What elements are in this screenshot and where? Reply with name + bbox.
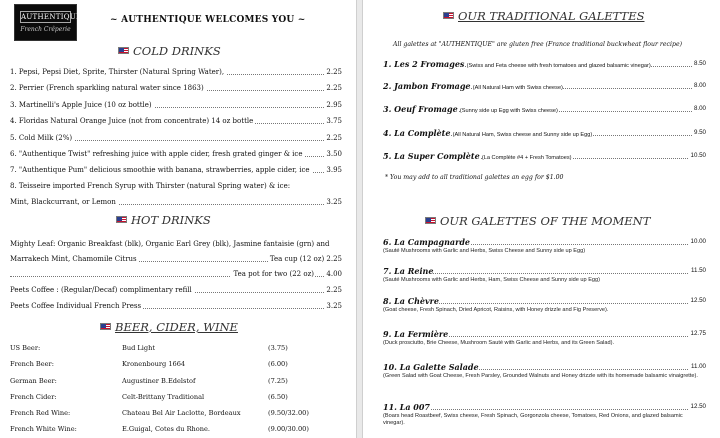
welcome-heading: ~ AUTHENTIQUE WELCOMES YOU ~ [110, 15, 306, 25]
item-description: (Boars head Roastbeef, Swiss cheese, Fresh Spinach, Gorgonzola cheese, Tomatoes, Red Onions, and glazed balsamic vinegar). [383, 413, 683, 426]
list-item: 7. "Authentique Pum" delicious smoothie with banana, strawberries, apple cider, ice 3.95 [10, 166, 342, 174]
list-item: Mint, Blackcurrant, or Lemon 3.25 [10, 198, 342, 206]
item-description: (Sauté Mushrooms with Garlic and Herbs, Swiss Cheese and Sunny side up Egg) [383, 248, 586, 254]
table-row: French Beer: Kronenbourg 1664 (6.00) [10, 360, 288, 368]
gluten-free-note: All galettes at "AUTHENTIQUE" are gluten free (France traditional buckwheat flour recipe) [393, 41, 683, 48]
us-flag-icon [425, 217, 436, 224]
list-item: 10. La Galette Salade 11.00 [383, 362, 706, 372]
list-item: 5. La Super Complète (La Complète #4 + Fresh Tomatoes) 10.50 [383, 151, 706, 161]
authentique-logo [14, 4, 82, 41]
beer-cider-wine-title: BEER, CIDER, WINE [100, 320, 238, 334]
menu-page-right [362, 0, 720, 438]
list-item: 5. Cold Milk (2%) 2.25 [10, 134, 342, 142]
item-description: (Duck prosciutto, Brie Cheese, Mushroom Sauté with Garlic and Herbs, and its Green Salad). [383, 340, 614, 346]
list-item: 6. "Authentique Twist" refreshing juice with apple cider, fresh grated ginger & ice 3.50 [10, 150, 342, 158]
list-item: 7. La Reine 11.50 [383, 266, 706, 276]
logo-subtitle: French Crêperie [20, 26, 71, 33]
list-item: 8. La Chèvre 12.50 [383, 296, 706, 306]
add-egg-note: * You may add to all traditional galettes an egg for $1.00 [385, 174, 564, 181]
list-item: 1. Pepsi, Pepsi Diet, Sprite, Thirster (Natural Spring Water), 2.25 [10, 68, 342, 76]
list-item: Peets Coffee Individual French Press 3.25 [10, 302, 342, 310]
list-item: 4. Floridas Natural Orange Juice (not from concentrate) 14 oz bottle 3.75 [10, 117, 342, 125]
list-item: 11. La 007 12.50 [383, 402, 706, 412]
us-flag-icon [100, 323, 111, 330]
list-item: Marrakech Mint, Chamomile Citrus Tea cup (12 oz) 2.25 [10, 255, 342, 263]
table-row: US Beer: Bud Light (3.75) [10, 344, 288, 352]
table-row: French Red Wine: Chateau Bel Air Laclotte, Bordeaux (9.50/32.00) [10, 409, 309, 417]
us-flag-icon [443, 12, 454, 19]
us-flag-icon [118, 47, 129, 54]
item-description: (Sauté Mushrooms with Garlic and Herbs, Ham, Swiss Cheese and Sunny side up Egg) [383, 277, 601, 283]
menu-page-left [0, 0, 357, 438]
list-item: 2. Perrier (French sparkling natural water since 1863) 2.25 [10, 84, 342, 92]
item-description: (Goat cheese, Fresh Spinach, Dried Apricot, Raisins, with Honey drizzle and Fig Preserve). [383, 307, 609, 313]
logo-name: AUTHENTIQUE [21, 13, 82, 21]
table-row: French White Wine: E.Guigal, Cotes du Rhone. (9.00/30.00) [10, 425, 309, 433]
hot-drinks-title: HOT DRINKS [116, 213, 211, 227]
list-item: 4. La Complète (All Natural Ham, Swiss cheese and Sunny side up Egg) 9.50 [383, 128, 706, 138]
galettes-of-the-moment-title: OUR GALETTES OF THE MOMENT [425, 214, 650, 228]
list-item: 2. Jambon Fromage (All Natural Ham with Swiss cheese) 8.00 [383, 81, 706, 91]
list-item: Tea pot for two (22 oz) 4.00 [10, 268, 342, 280]
list-item: Peets Coffee : (Regular/Decaf) complimentary refill 2.25 [10, 286, 342, 294]
traditional-galettes-title: OUR TRADITIONAL GALETTES [443, 9, 644, 23]
us-flag-icon [116, 216, 127, 223]
table-row: German Beer: Augustiner B.Edelstof (7.25) [10, 377, 288, 385]
list-item: 1. Les 2 Fromages (Swiss and Feta cheese with fresh tomatoes and glazed balsamic vinegar) 8.50 [383, 59, 706, 69]
list-item: 3. Martinelli's Apple Juice (10 oz bottle) 2.95 [10, 101, 342, 109]
table-row: French Cider: Celt-Brittany Traditional (6.50) [10, 393, 288, 401]
list-item: 3. Oeuf Fromage (Sunny side up Egg with Swiss cheese) 8.00 [383, 104, 706, 114]
list-item: 6. La Campagnarde 10.00 [383, 237, 706, 247]
item-description: (Green Salad with Goat Cheese, Fresh Parsley, Grounded Walnuts and Honey drizzle with its homemade balsamic vinaigrette). [383, 373, 698, 379]
list-item: 9. La Fermière 12.75 [383, 329, 706, 339]
list-item: Mighty Leaf: Organic Breakfast (blk), Organic Earl Grey (blk), Jasmine fantaisie (grn) and [10, 240, 330, 248]
cold-drinks-title: COLD DRINKS [118, 44, 221, 58]
list-item: 8. Teisseire imported French Syrup with Thirster (natural Spring water) & ice: [10, 182, 291, 190]
